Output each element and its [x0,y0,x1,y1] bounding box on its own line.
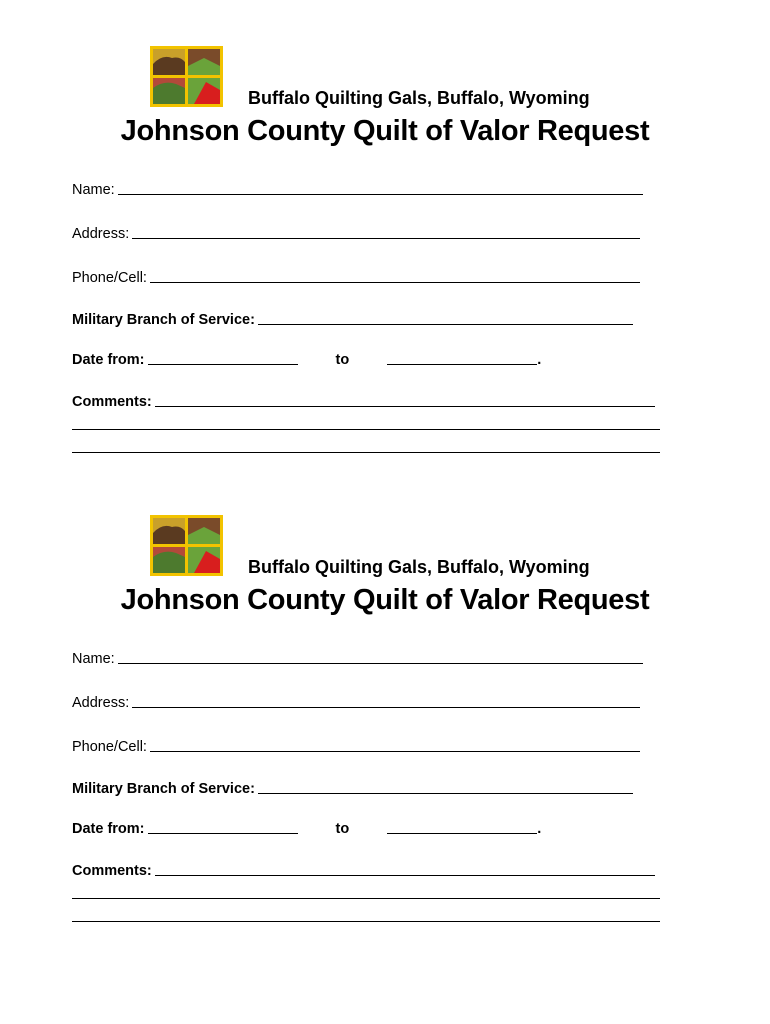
comments-line-3[interactable] [72,921,660,922]
phone-field[interactable] [72,735,640,755]
name-line[interactable] [118,193,643,195]
name-label: Name: [72,651,115,667]
name-line[interactable] [118,662,643,664]
comments-field[interactable] [72,859,655,879]
organization-name: Buffalo Quilting Gals, Buffalo, Wyoming [248,557,590,577]
date-period: . [537,352,542,368]
date-to-line[interactable] [387,832,537,834]
military-branch-field[interactable] [72,308,633,328]
comments-line-3[interactable] [72,452,660,453]
date-to-label: to [335,352,350,368]
address-line[interactable] [132,706,640,708]
military-branch-line[interactable] [258,792,633,794]
name-field[interactable] [72,647,643,667]
address-field[interactable] [72,691,640,711]
date-from-line[interactable] [148,363,298,365]
address-label: Address: [72,226,130,242]
phone-line[interactable] [150,281,640,283]
date-to-label: to [335,821,350,837]
date-from-label: Date from: [72,821,145,837]
comments-line-1[interactable] [155,874,655,876]
address-field[interactable] [72,222,640,242]
quilt-block-icon [150,46,223,107]
phone-label: Phone/Cell: [72,739,147,755]
date-range-field[interactable] [72,348,541,368]
date-range-field[interactable] [72,817,541,837]
phone-label: Phone/Cell: [72,270,147,286]
comments-line-1[interactable] [155,405,655,407]
date-from-label: Date from: [72,352,145,368]
name-field[interactable] [72,178,643,198]
military-branch-field[interactable] [72,777,633,797]
organization-name: Buffalo Quilting Gals, Buffalo, Wyoming [248,88,590,108]
date-to-line[interactable] [387,363,537,365]
phone-line[interactable] [150,750,640,752]
address-label: Address: [72,695,130,711]
date-from-line[interactable] [148,832,298,834]
request-form-2 [0,469,770,939]
form-title: Johnson County Quilt of Valor Request [120,115,650,147]
name-label: Name: [72,182,115,198]
date-period: . [537,821,542,837]
quilt-block-icon [150,515,223,576]
form-title: Johnson County Quilt of Valor Request [120,584,650,616]
comments-line-2[interactable] [72,898,660,899]
military-branch-line[interactable] [258,323,633,325]
comments-label: Comments: [72,394,152,410]
comments-line-2[interactable] [72,429,660,430]
military-branch-label: Military Branch of Service: [72,781,255,797]
address-line[interactable] [132,237,640,239]
military-branch-label: Military Branch of Service: [72,312,255,328]
comments-field[interactable] [72,390,655,410]
request-form-1 [0,0,770,470]
phone-field[interactable] [72,266,640,286]
comments-label: Comments: [72,863,152,879]
